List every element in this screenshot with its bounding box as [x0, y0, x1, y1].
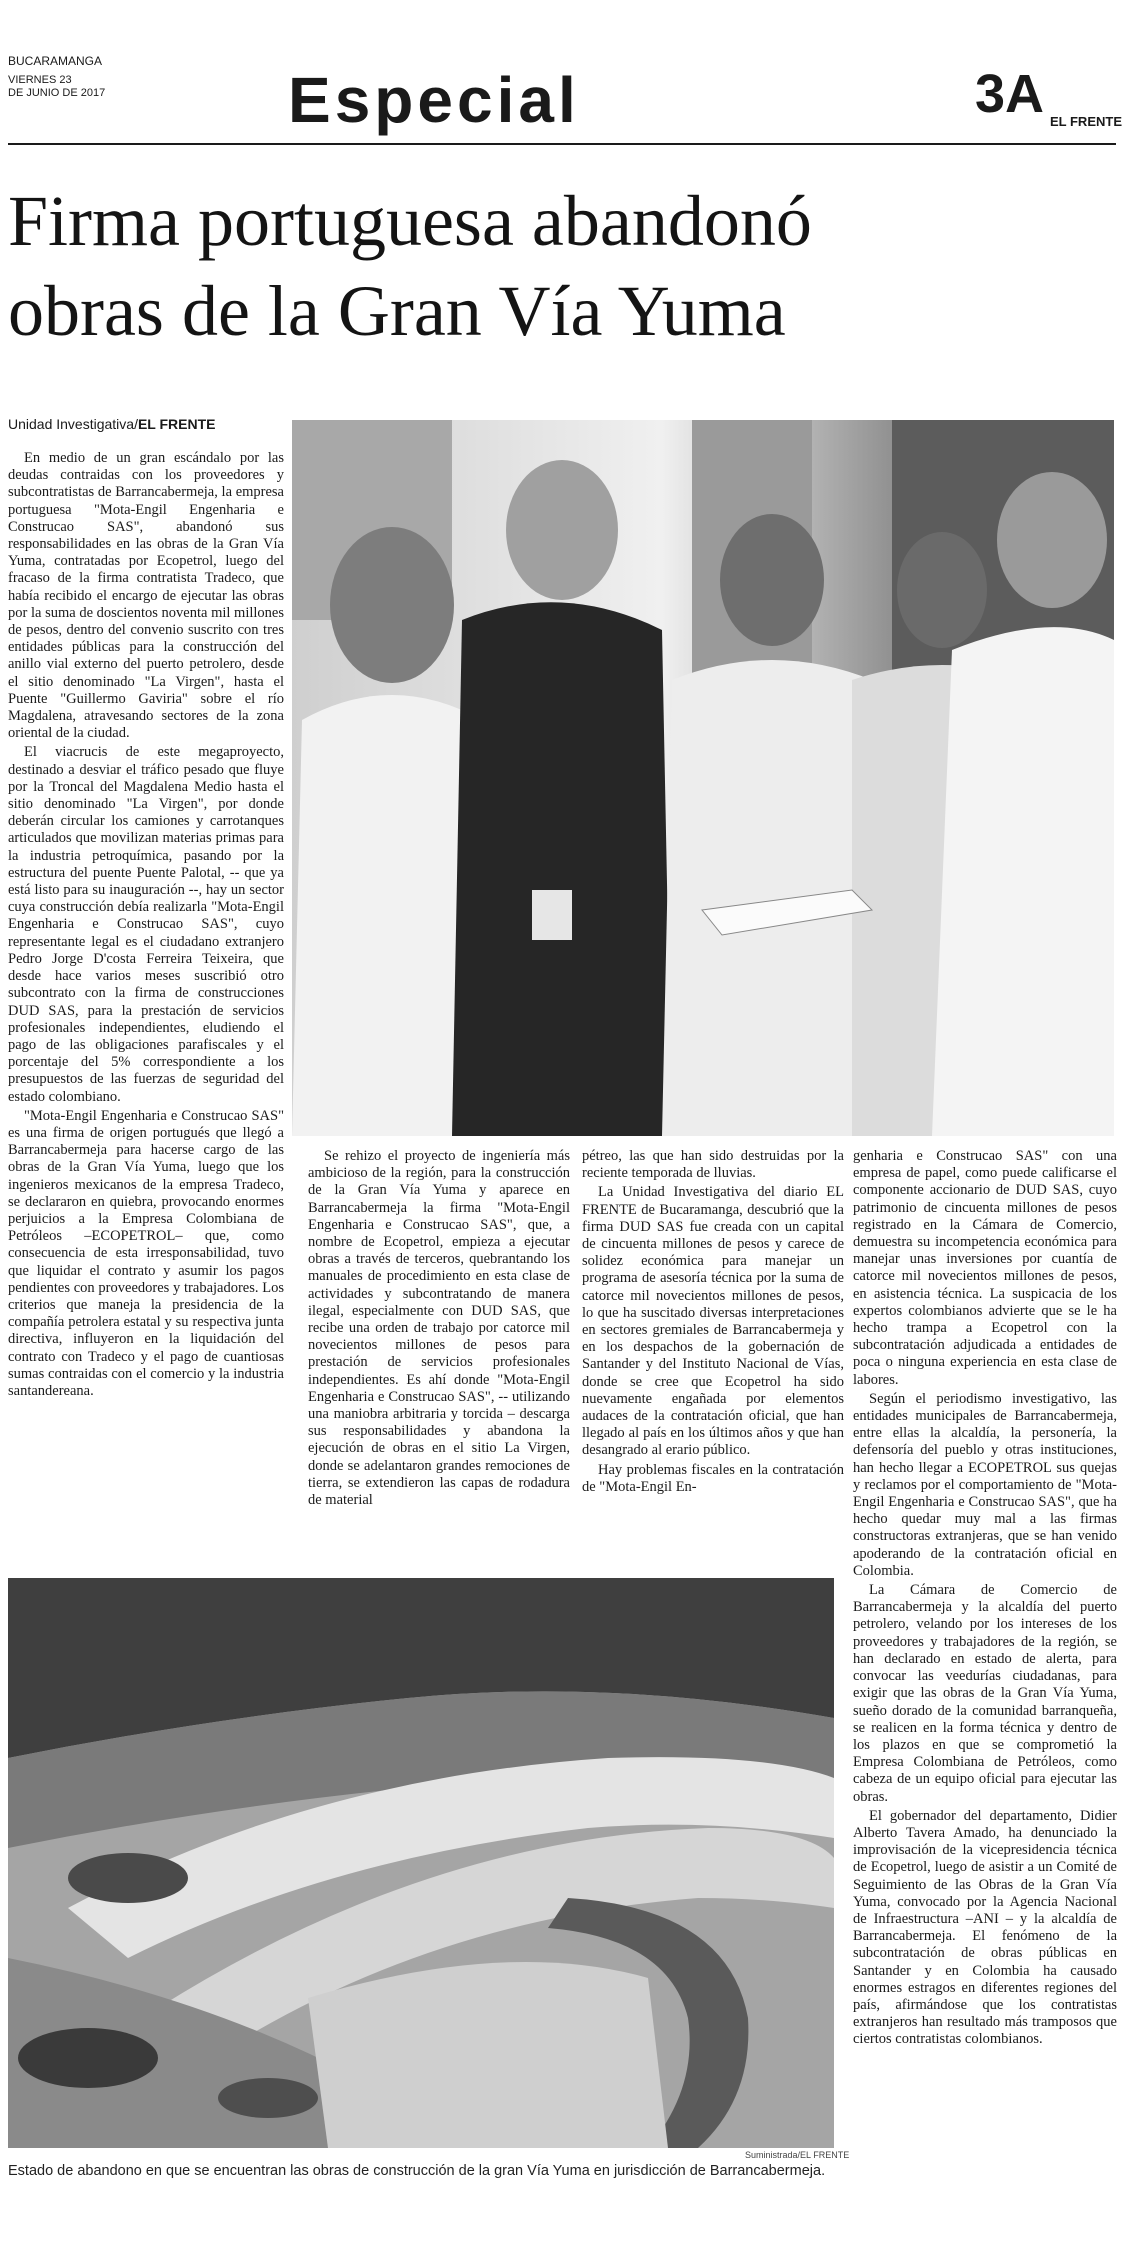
paragraph: La Cámara de Comercio de Barrancabermeja y la alcaldía del puerto petrolero, velando por los intereses de los proveedores y trabajadores de la región, se han declarado en estado de alerta, para convocar las veedurías ciudadanas, para exigir que las obras de la Gran Vía Yuma, sueño dorado de la comunidad barranqueña, se realicen en la forma técnica y dentro de los plazos en que se comprometió la Empresa Colombiana de Petróleos, como cabeza de un equipo oficial para ejecutar las obras. — [853, 1582, 1117, 1805]
photo-officials-meeting-image — [292, 420, 1114, 1136]
paragraph: Hay problemas fiscales en la contratación de "Mota-Engil En- — [582, 1461, 844, 1495]
paragraph: El viacrucis de este megaproyecto, destinado a desviar el tráfico pesado que fluye por la Troncal del Magdalena Medio hasta el sitio denominado "La Virgen", por donde deberán circular los camiones y carrotanques articulados que movilizan materias primas para la industria petroquímica, pasando por la estructura del puente Puente Palotal, -- que ya está listo para su inauguración --, hay un sector cuya construcción debía realizarla "Mota-Engil Engenharia e Construcao SAS", cuyo representante legal es el ciudadano extranjero Pedro Jorge D'costa Ferreira Teixeira, que desde hace varios meses suscribió otro subcontrato con la firma de construcciones DUD SAS, para la prestación de servicios profesionales independientes, eludiendo el pago de las obligaciones parafiscales y el porcentaje del 5% correspondiente a los presupuestos de las fuerzas de seguridad del estado colombiano. — [8, 744, 284, 1105]
photo-officials-meeting — [292, 420, 1114, 1136]
byline — [8, 416, 216, 432]
paragraph: pétreo, las que han sido destruidas por la reciente temporada de lluvias. — [582, 1148, 844, 1182]
masthead-rule — [8, 143, 1116, 145]
article-headline — [8, 176, 1118, 356]
paragraph: En medio de un gran escándalo por las deudas contraidas con los proveedores y subcontratistas de Barrancabermeja, la empresa portuguesa "Mota-Engil Engenharia e Construcao SAS", abandonó sus responsabilidades en las obras de la Gran Vía Yuma, contratadas por Ecopetrol, luego del fracaso de la firma contratista Tradeco, que había recibido el encargo de ejecutar las obras por la suma de doscientos noventa mil millones de pesos, dentro del convenio suscrito con tres entidades públicas para la construcción del anillo vial externo del puerto petrolero, desde el sitio denominado "La Virgen", hasta el Puente "Guillermo Gaviria" sobre el río Magdalena, atravesando sectores de la zona oriental de la ciudad. — [8, 450, 284, 742]
article-column-4 — [853, 1148, 1117, 2051]
section-title: Especial — [288, 64, 580, 136]
paragraph: Según el periodismo investigativo, las entidades municipales de Barrancabermeja, entre ellas la alcaldía, la personería, la defensoría del pueblo y otras instituciones, han hecho llegar a ECOPETROL sus quejas y reclamos por el comportamiento de "Mota-Engil Engenharia e Construcao SAS", que ha hecho quedar muy mal a las firmas constructoras extranjeras, que se han venido apoderando de la contratación oficial en Colombia. — [853, 1390, 1117, 1579]
paragraph: La Unidad Investigativa del diario EL FRENTE de Bucaramanga, descubrió que la firma DUD SAS fue creada con un capital de cincuenta millones de pesos y carece de solidez económica para manejar un programa de asesoría técnica por la suma de catorce mil novecientos millones de pesos, lo que ha suscitado diversas interpretaciones en sectores gremiales de Barrancabermeja y en los despachos de la gobernación de Santander y del Instituto Nacional de Vías, donde se cree que Ecopetrol ha sido nuevamente engañada por elementos audaces de la contratación oficial, que han llegado al país en los últimos años y que han desangrado al erario público. — [582, 1184, 844, 1459]
masthead-dateline — [8, 55, 105, 100]
headline-line-2: obras de la Gran Vía Yuma — [8, 271, 786, 351]
byline-prefix: Unidad Investigativa/ — [8, 416, 138, 432]
brand-name: EL FRENTE — [1050, 114, 1122, 129]
paragraph: "Mota-Engil Engenharia e Construcao SAS" es una firma de origen portugués que llegó a Barrancabermeja para hacerse cargo de las obras de la Gran Vía Yuma, luego que los ingenieros mexicanos de la empresa Tradeco, se declararon en quiebra, provocando enormes perjuicios a la Empresa Colombiana de Petróleos –ECOPETROL– que, como consecuencia de esta irresponsabilidad, tuvo que liquidar el contrato y asumir los pagos pendientes con proveedores y trabajadores. Los criterios que maneja la presidencia de la compañía petrolera estatal y su respectiva junta directiva, influyeron en la liquidación del contrato con Tradeco y el pago de cuantiosas sumas contraidas con el comercio y la industria santandereana. — [8, 1107, 284, 1399]
photo-credit: Suministrada/EL FRENTE — [745, 2150, 850, 2160]
article-column-2 — [308, 1148, 570, 1511]
article-column-1 — [8, 450, 284, 1402]
photo-caption: Estado de abandono en que se encuentran las obras de construcción de la gran Vía Yuma en jurisdicción de Barrancabermeja. — [8, 2163, 826, 2179]
paragraph: Se rehizo el proyecto de ingeniería más ambicioso de la región, para la construcción de la Gran Vía Yuma y aparece en Barrancabermeja la firma "Mota-Engil Engenharia e Construcao SAS", que, a nombre de Ecopetrol, empieza a ejecutar obras a través de terceros, quebrantando los manuales de procedimiento en esta clase de actividades y subcontratando de manera ilegal, especialmente con DUD SAS, que recibe una orden de trabajo por catorce mil novecientos millones de pesos para prestación de servicios profesionales independientes. Es ahí donde "Mota-Engil Engenharia e Construcao SAS", -- utilizando una maniobra arbitraria y torcida – descarga sus responsabilidades y abandona la ejecución de obras en el sitio La Virgen, donde se adelantaron grandes remociones de tierra, se extendieron las capas de rodadura de material — [308, 1148, 570, 1509]
photo-aerial-roadworks-image — [8, 1578, 834, 2148]
paragraph: El gobernador del departamento, Didier Alberto Tavera Amado, ha denunciado la improvisación de la vicepresidencia técnica de Ecopetrol, luego de asistir a un Comité de Seguimiento de las Obras de la Gran Vía Yuma, convocado por la Agencia Nacional de Infraestructura –ANI – y la alcaldía de Barrancabermeja. El fenómeno de la subcontratación de obras públicas en Santander y en Colombia ha causado enormes estragos en diferentes regiones del país, afirmándose que los contratistas extranjeros han resultado más tramposos que ciertos contratistas colombianos. — [853, 1807, 1117, 2048]
article-column-3 — [582, 1148, 844, 1498]
page-number: 3A — [975, 64, 1045, 124]
paragraph: genharia e Construcao SAS" con una empresa de papel, como puede calificarse el componente accionario de DUD SAS, cuyo patrimonio de cincuenta millones de pesos registrado en la Cámara de Comercio, demuestra su incompetencia económica para manejar unas inversiones por cuantía de catorce mil novecientos millones de pesos, en asistencia técnica. La suspicacia de los expertos colombianos advierte que se le ha hecho trampa a Ecopetrol con la subcontratación adjudicada a entidades de poca o ninguna experiencia en esta clase de labores. — [853, 1148, 1117, 1388]
masthead-date-line2: DE JUNIO DE 2017 — [8, 87, 106, 99]
masthead-city: BUCARAMANGA — [8, 54, 103, 68]
photo-aerial-roadworks — [8, 1578, 834, 2148]
masthead-date-line1: VIERNES 23 — [8, 74, 72, 86]
byline-source: EL FRENTE — [137, 416, 216, 432]
headline-line-1: Firma portuguesa abandonó — [8, 181, 812, 261]
